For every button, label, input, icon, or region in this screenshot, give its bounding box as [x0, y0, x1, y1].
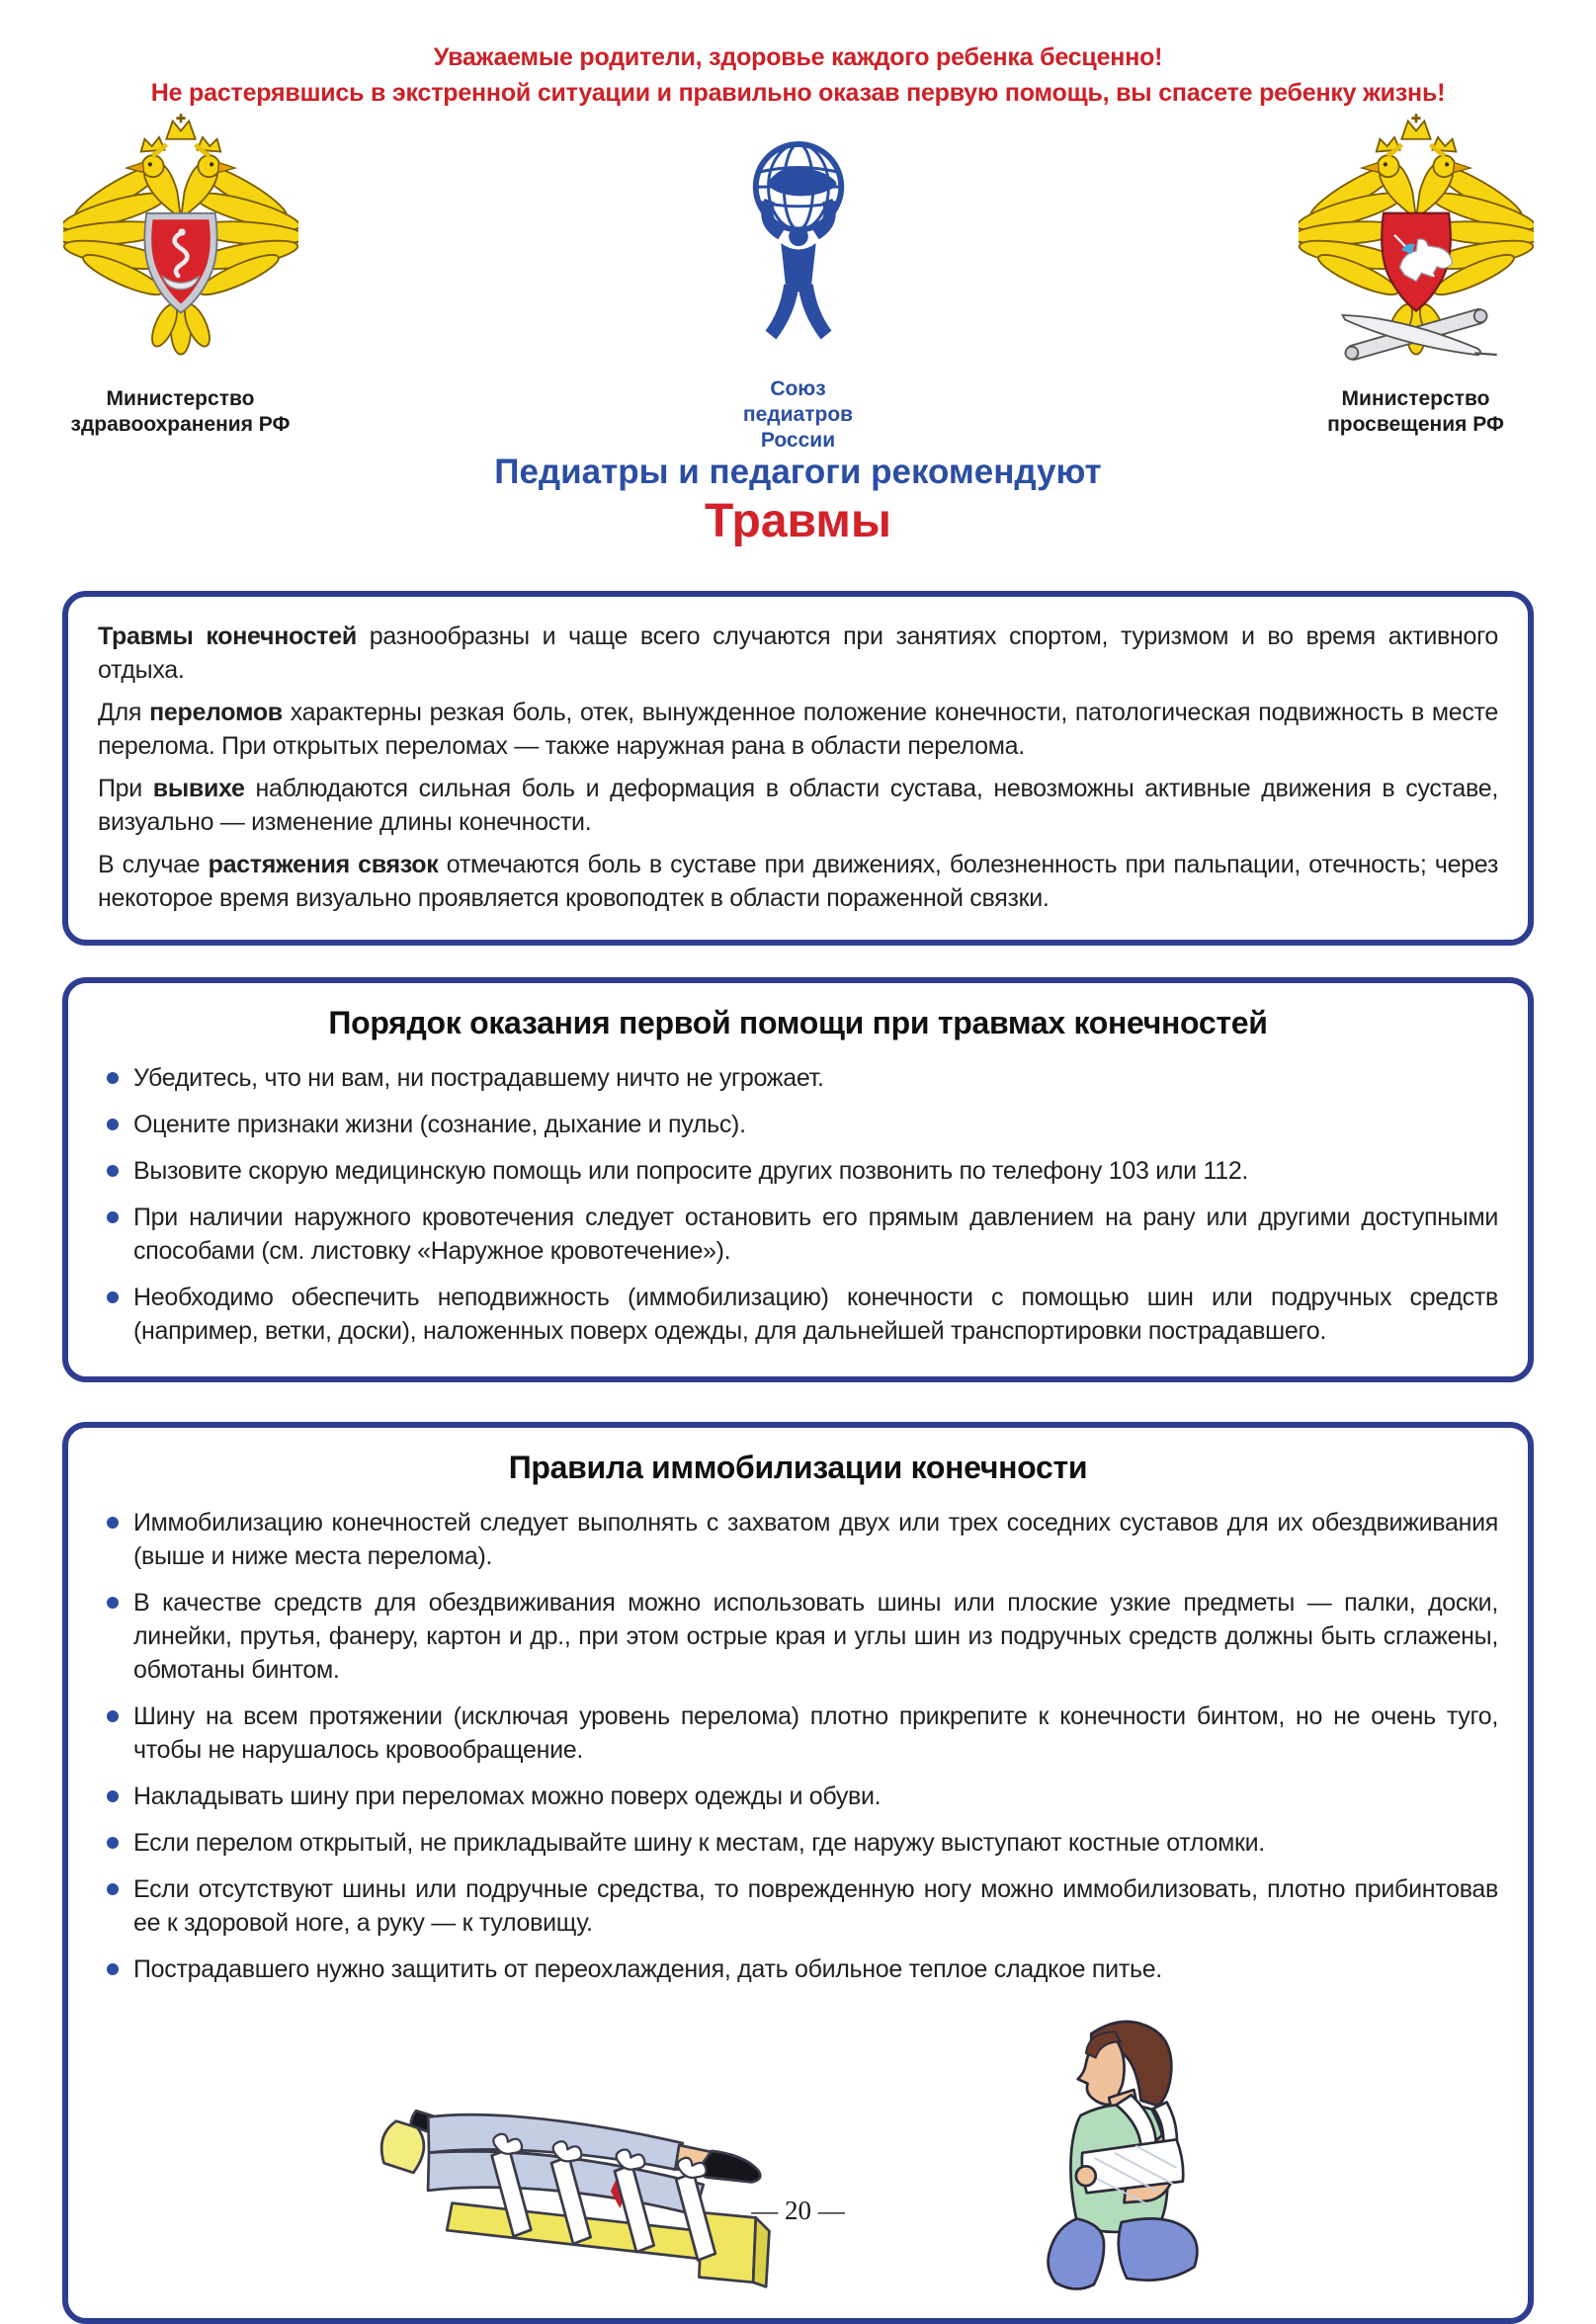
list-item: Иммобилизацию конечностей следует выполнять с захватом двух или трех соседних суставов для их обездвиживания (выше и ниже места перелома).	[98, 1506, 1498, 1573]
page-title: Травмы	[705, 495, 891, 547]
list-item: Пострадавшего нужно защитить от переохлаждения, дать обильное теплое сладкое питье.	[98, 1952, 1498, 1986]
list-item: В качестве средств для обездвиживания можно использовать шины или плоские узкие предметы — палки, доски, линейки, прутья, фанеру, картон и др., при этом острые края и углы шин из подручных средств должны быть сглажены, обмотаны бинтом.	[98, 1586, 1498, 1687]
first-aid-order-heading: Порядок оказания первой помощи при травмах конечностей	[328, 1005, 1268, 1040]
header-appeal-line-2: Не растерявшись в экстренной ситуации и правильно оказав первую помощь, вы спасете ребенку жизнь!	[150, 79, 1446, 107]
immobilization-rules-list	[98, 1506, 1498, 1986]
health-ministry-eagle-icon	[63, 111, 298, 375]
list-item: Необходимо обеспечить неподвижность (иммобилизацию) конечности с помощью шин или подручных средств (например, ветки, доски), наложенных поверх одежды, для дальнейшей транспортировки пострадавшего.	[98, 1281, 1498, 1348]
injury-types-box	[62, 591, 1534, 946]
illustrations-row	[98, 2000, 1498, 2302]
list-item: Если отсутствуют шины или подручные средства, то поврежденную ногу можно иммобилизовать, плотно прибинтовав ее к здоровой ноге, а руку — к туловищу.	[98, 1872, 1498, 1940]
list-item: Если перелом открытый, не прикладывайте шину к местам, где наружу выступают костные отломки.	[98, 1826, 1498, 1860]
pediatric-union-block	[632, 138, 964, 454]
intro-paragraph: Для переломов характерны резкая боль, отек, вынужденное положение конечности, патологическая подвижность в месте перелома. При открытых переломах — также наружная рана в области перелома.	[98, 699, 1498, 760]
arm-sling-illustration	[986, 2000, 1253, 2302]
content-area	[62, 591, 1534, 2324]
intro-paragraph: Травмы конечностей разнообразны и чаще всего случаются при занятиях спортом, туризмом и во время активного отдыха.	[98, 622, 1498, 684]
first-aid-order-box	[62, 977, 1534, 1382]
page-number: — 20 —	[751, 2196, 845, 2225]
pediatric-union-caption: Союз педиатров России	[742, 377, 854, 452]
immobilization-rules-box	[62, 1422, 1534, 2324]
list-item: Шину на всем протяжении (исключая уровень перелома) плотно прикрепите к конечности бинтом, но не очень туго, чтобы не нарушалось кровообращение.	[98, 1700, 1498, 1767]
education-ministry-eagle-icon	[1299, 111, 1534, 375]
immobilization-rules-heading: Правила иммобилизации конечности	[508, 1450, 1088, 1485]
health-ministry-emblem-block	[54, 111, 306, 438]
header-appeal-line-1: Уважаемые родители, здоровье каждого ребенка бесценно!	[433, 43, 1163, 71]
leg-splint-illustration	[344, 2065, 808, 2302]
list-item: Вызовите скорую медицинскую помощь или попросите других позвонить по телефону 103 или 112.	[98, 1154, 1498, 1188]
list-item: Оцените признаки жизни (сознание, дыхание и пульс).	[98, 1108, 1498, 1141]
pediatric-union-globe-icon	[724, 138, 873, 368]
education-ministry-caption: Министерство просвещения РФ	[1327, 387, 1504, 436]
intro-paragraph: В случае растяжения связок отмечаются боль в суставе при движениях, болезненность при пальпации, отечность; через некоторое время визуально проявляется кровоподтек в области пораженной связки.	[98, 851, 1498, 912]
first-aid-order-list	[98, 1061, 1498, 1348]
page-subtitle: Педиатры и педагоги рекомендуют	[494, 453, 1102, 491]
list-item: Накладывать шину при переломах можно поверх одежды и обуви.	[98, 1780, 1498, 1813]
education-ministry-emblem-block	[1290, 111, 1542, 438]
list-item: Убедитесь, что ни вам, ни пострадавшему ничто не угрожает.	[98, 1061, 1498, 1095]
list-item: При наличии наружного кровотечения следует остановить его прямым давлением на рану или другими доступными способами (см. листовку «Наружное кровотечение»).	[98, 1201, 1498, 1268]
health-ministry-caption: Министерство здравоохранения РФ	[70, 387, 291, 436]
intro-paragraph: При вывихе наблюдаются сильная боль и деформация в области сустава, невозможны активные движения в суставе, визуально — изменение длины конечности.	[98, 775, 1498, 836]
